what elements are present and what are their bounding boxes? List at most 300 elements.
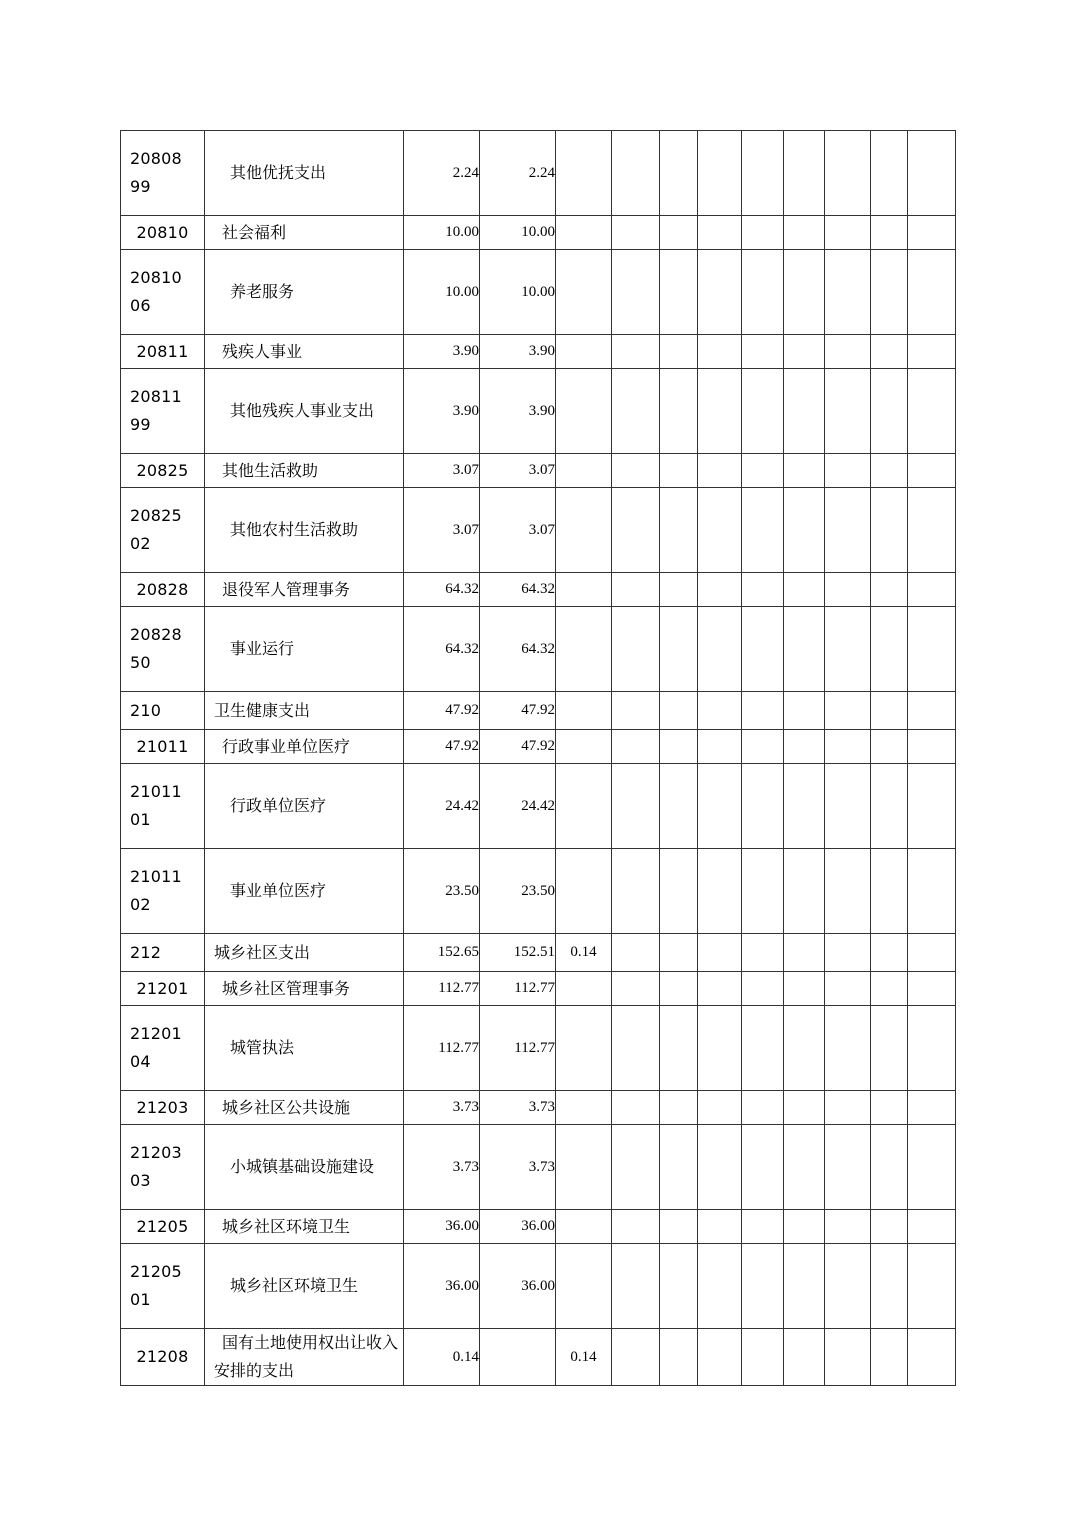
empty-cell bbox=[660, 454, 698, 488]
account-code-cell bbox=[121, 607, 205, 692]
empty-cell bbox=[784, 849, 825, 934]
basic-expense-amount: 112.77 bbox=[480, 1006, 556, 1091]
empty-cell bbox=[825, 250, 871, 335]
table-row bbox=[121, 972, 956, 1006]
empty-cell bbox=[871, 849, 908, 934]
table-row bbox=[121, 131, 956, 216]
basic-expense-amount: 24.42 bbox=[480, 764, 556, 849]
empty-cell bbox=[908, 369, 956, 454]
project-expense-amount bbox=[556, 1006, 612, 1091]
total-amount: 10.00 bbox=[404, 216, 480, 250]
empty-cell bbox=[784, 573, 825, 607]
basic-expense-amount: 10.00 bbox=[480, 250, 556, 335]
project-expense-amount: 0.14 bbox=[556, 1329, 612, 1386]
empty-cell bbox=[908, 692, 956, 730]
empty-cell bbox=[784, 250, 825, 335]
account-code-cell: 21011 bbox=[121, 730, 205, 764]
empty-cell bbox=[871, 1210, 908, 1244]
empty-cell bbox=[698, 1329, 742, 1386]
project-expense-amount bbox=[556, 1244, 612, 1329]
empty-cell bbox=[871, 1006, 908, 1091]
empty-cell bbox=[698, 764, 742, 849]
account-code: 2081006 bbox=[130, 268, 182, 315]
empty-cell bbox=[742, 1329, 784, 1386]
total-amount: 3.90 bbox=[404, 335, 480, 369]
empty-cell bbox=[908, 1006, 956, 1091]
basic-expense-amount: 10.00 bbox=[480, 216, 556, 250]
project-expense-amount bbox=[556, 335, 612, 369]
project-expense-amount bbox=[556, 250, 612, 335]
account-name: 其他优抚支出 bbox=[205, 131, 404, 216]
project-expense-amount bbox=[556, 764, 612, 849]
empty-cell bbox=[908, 1091, 956, 1125]
account-code-cell bbox=[121, 849, 205, 934]
empty-cell bbox=[742, 250, 784, 335]
empty-cell bbox=[612, 1091, 660, 1125]
empty-cell bbox=[908, 488, 956, 573]
empty-cell bbox=[660, 607, 698, 692]
account-name: 养老服务 bbox=[205, 250, 404, 335]
account-code-cell: 212 bbox=[121, 934, 205, 972]
project-expense-amount bbox=[556, 1091, 612, 1125]
account-code-cell: 20811 bbox=[121, 335, 205, 369]
account-code-cell: 21203 bbox=[121, 1091, 205, 1125]
empty-cell bbox=[742, 1091, 784, 1125]
empty-cell bbox=[612, 607, 660, 692]
empty-cell bbox=[908, 730, 956, 764]
empty-cell bbox=[825, 764, 871, 849]
project-expense-amount bbox=[556, 369, 612, 454]
account-name: 城管执法 bbox=[205, 1006, 404, 1091]
table-row bbox=[121, 369, 956, 454]
table-row bbox=[121, 1006, 956, 1091]
account-name: 行政事业单位医疗 bbox=[205, 730, 404, 764]
basic-expense-amount: 3.07 bbox=[480, 488, 556, 573]
empty-cell bbox=[825, 488, 871, 573]
empty-cell bbox=[742, 1006, 784, 1091]
empty-cell bbox=[908, 335, 956, 369]
account-name: 其他残疾人事业支出 bbox=[205, 369, 404, 454]
total-amount: 152.65 bbox=[404, 934, 480, 972]
empty-cell bbox=[784, 1091, 825, 1125]
empty-cell bbox=[698, 488, 742, 573]
empty-cell bbox=[871, 972, 908, 1006]
table-row bbox=[121, 1210, 956, 1244]
empty-cell bbox=[612, 730, 660, 764]
total-amount: 24.42 bbox=[404, 764, 480, 849]
empty-cell bbox=[871, 730, 908, 764]
empty-cell bbox=[908, 934, 956, 972]
empty-cell bbox=[660, 730, 698, 764]
table-row bbox=[121, 764, 956, 849]
total-amount: 64.32 bbox=[404, 573, 480, 607]
table-row bbox=[121, 250, 956, 335]
account-name: 城乡社区环境卫生 bbox=[205, 1244, 404, 1329]
empty-cell bbox=[825, 1125, 871, 1210]
account-code-cell bbox=[121, 250, 205, 335]
empty-cell bbox=[698, 730, 742, 764]
empty-cell bbox=[612, 335, 660, 369]
empty-cell bbox=[742, 692, 784, 730]
empty-cell bbox=[698, 1006, 742, 1091]
empty-cell bbox=[698, 849, 742, 934]
empty-cell bbox=[660, 692, 698, 730]
empty-cell bbox=[660, 849, 698, 934]
account-code: 2120104 bbox=[130, 1024, 182, 1071]
basic-expense-amount: 3.73 bbox=[480, 1125, 556, 1210]
project-expense-amount bbox=[556, 692, 612, 730]
total-amount: 2.24 bbox=[404, 131, 480, 216]
empty-cell bbox=[784, 934, 825, 972]
empty-cell bbox=[825, 730, 871, 764]
account-code-cell: 20828 bbox=[121, 573, 205, 607]
table-row bbox=[121, 216, 956, 250]
total-amount: 3.07 bbox=[404, 488, 480, 573]
account-name: 其他农村生活救助 bbox=[205, 488, 404, 573]
account-code: 2120303 bbox=[130, 1143, 182, 1190]
account-code-cell: 20825 bbox=[121, 454, 205, 488]
empty-cell bbox=[825, 607, 871, 692]
empty-cell bbox=[908, 250, 956, 335]
project-expense-amount bbox=[556, 607, 612, 692]
account-code-cell bbox=[121, 369, 205, 454]
empty-cell bbox=[660, 1210, 698, 1244]
empty-cell bbox=[825, 972, 871, 1006]
empty-cell bbox=[698, 250, 742, 335]
budget-table bbox=[120, 130, 956, 1386]
empty-cell bbox=[742, 454, 784, 488]
account-name: 国有土地使用权出让收入安排的支出 bbox=[205, 1329, 404, 1386]
empty-cell bbox=[612, 369, 660, 454]
empty-cell bbox=[612, 488, 660, 573]
account-code: 2101101 bbox=[130, 782, 182, 829]
account-name: 城乡社区管理事务 bbox=[205, 972, 404, 1006]
empty-cell bbox=[698, 131, 742, 216]
basic-expense-amount: 112.77 bbox=[480, 972, 556, 1006]
account-code: 2101102 bbox=[130, 867, 182, 914]
table-row bbox=[121, 1091, 956, 1125]
empty-cell bbox=[698, 573, 742, 607]
project-expense-amount bbox=[556, 849, 612, 934]
account-code-cell: 210 bbox=[121, 692, 205, 730]
empty-cell bbox=[660, 1006, 698, 1091]
account-code: 2120501 bbox=[130, 1262, 182, 1309]
basic-expense-amount: 23.50 bbox=[480, 849, 556, 934]
account-code-cell bbox=[121, 1125, 205, 1210]
project-expense-amount bbox=[556, 488, 612, 573]
total-amount: 112.77 bbox=[404, 972, 480, 1006]
empty-cell bbox=[612, 692, 660, 730]
empty-cell bbox=[871, 250, 908, 335]
empty-cell bbox=[784, 369, 825, 454]
account-code-cell bbox=[121, 1006, 205, 1091]
empty-cell bbox=[825, 131, 871, 216]
empty-cell bbox=[742, 1244, 784, 1329]
empty-cell bbox=[698, 934, 742, 972]
empty-cell bbox=[612, 1125, 660, 1210]
empty-cell bbox=[784, 1244, 825, 1329]
empty-cell bbox=[825, 1329, 871, 1386]
basic-expense-amount: 152.51 bbox=[480, 934, 556, 972]
empty-cell bbox=[871, 369, 908, 454]
basic-expense-amount: 47.92 bbox=[480, 730, 556, 764]
empty-cell bbox=[825, 216, 871, 250]
empty-cell bbox=[660, 1244, 698, 1329]
empty-cell bbox=[742, 849, 784, 934]
empty-cell bbox=[612, 250, 660, 335]
empty-cell bbox=[742, 573, 784, 607]
basic-expense-amount: 64.32 bbox=[480, 607, 556, 692]
total-amount: 112.77 bbox=[404, 1006, 480, 1091]
empty-cell bbox=[742, 1125, 784, 1210]
empty-cell bbox=[612, 972, 660, 1006]
account-name: 城乡社区环境卫生 bbox=[205, 1210, 404, 1244]
table-row bbox=[121, 607, 956, 692]
empty-cell bbox=[784, 335, 825, 369]
project-expense-amount: 0.14 bbox=[556, 934, 612, 972]
total-amount: 3.73 bbox=[404, 1125, 480, 1210]
account-name: 城乡社区公共设施 bbox=[205, 1091, 404, 1125]
project-expense-amount bbox=[556, 454, 612, 488]
account-code-cell bbox=[121, 488, 205, 573]
empty-cell bbox=[612, 454, 660, 488]
total-amount: 3.07 bbox=[404, 454, 480, 488]
table-row bbox=[121, 934, 956, 972]
total-amount: 10.00 bbox=[404, 250, 480, 335]
empty-cell bbox=[825, 335, 871, 369]
empty-cell bbox=[908, 454, 956, 488]
empty-cell bbox=[871, 607, 908, 692]
empty-cell bbox=[698, 454, 742, 488]
empty-cell bbox=[742, 607, 784, 692]
table-body bbox=[121, 131, 956, 1386]
empty-cell bbox=[908, 216, 956, 250]
empty-cell bbox=[871, 1091, 908, 1125]
empty-cell bbox=[742, 730, 784, 764]
table-row bbox=[121, 849, 956, 934]
empty-cell bbox=[742, 1210, 784, 1244]
basic-expense-amount: 36.00 bbox=[480, 1244, 556, 1329]
empty-cell bbox=[784, 216, 825, 250]
empty-cell bbox=[742, 764, 784, 849]
empty-cell bbox=[784, 1329, 825, 1386]
account-name: 退役军人管理事务 bbox=[205, 573, 404, 607]
empty-cell bbox=[871, 573, 908, 607]
empty-cell bbox=[742, 972, 784, 1006]
account-name: 事业单位医疗 bbox=[205, 849, 404, 934]
table-row bbox=[121, 1125, 956, 1210]
empty-cell bbox=[908, 1210, 956, 1244]
empty-cell bbox=[660, 131, 698, 216]
project-expense-amount bbox=[556, 216, 612, 250]
empty-cell bbox=[612, 1244, 660, 1329]
empty-cell bbox=[660, 369, 698, 454]
empty-cell bbox=[871, 216, 908, 250]
empty-cell bbox=[784, 131, 825, 216]
empty-cell bbox=[698, 369, 742, 454]
account-code: 2080899 bbox=[130, 149, 182, 196]
empty-cell bbox=[908, 1329, 956, 1386]
basic-expense-amount: 3.73 bbox=[480, 1091, 556, 1125]
empty-cell bbox=[660, 934, 698, 972]
empty-cell bbox=[871, 764, 908, 849]
basic-expense-amount: 64.32 bbox=[480, 573, 556, 607]
account-code-cell: 21201 bbox=[121, 972, 205, 1006]
empty-cell bbox=[871, 1125, 908, 1210]
empty-cell bbox=[660, 488, 698, 573]
empty-cell bbox=[825, 849, 871, 934]
total-amount: 3.90 bbox=[404, 369, 480, 454]
project-expense-amount bbox=[556, 573, 612, 607]
empty-cell bbox=[742, 488, 784, 573]
empty-cell bbox=[612, 764, 660, 849]
empty-cell bbox=[908, 131, 956, 216]
empty-cell bbox=[825, 692, 871, 730]
basic-expense-amount: 3.90 bbox=[480, 369, 556, 454]
empty-cell bbox=[908, 1244, 956, 1329]
empty-cell bbox=[784, 488, 825, 573]
empty-cell bbox=[784, 607, 825, 692]
account-code: 2082502 bbox=[130, 506, 182, 553]
empty-cell bbox=[825, 454, 871, 488]
empty-cell bbox=[908, 764, 956, 849]
account-name: 社会福利 bbox=[205, 216, 404, 250]
empty-cell bbox=[784, 1006, 825, 1091]
empty-cell bbox=[871, 1244, 908, 1329]
account-name: 残疾人事业 bbox=[205, 335, 404, 369]
account-code: 2082850 bbox=[130, 625, 182, 672]
project-expense-amount bbox=[556, 1125, 612, 1210]
basic-expense-amount: 36.00 bbox=[480, 1210, 556, 1244]
empty-cell bbox=[660, 335, 698, 369]
table-row bbox=[121, 573, 956, 607]
account-name: 小城镇基础设施建设 bbox=[205, 1125, 404, 1210]
basic-expense-amount bbox=[480, 1329, 556, 1386]
total-amount: 47.92 bbox=[404, 692, 480, 730]
total-amount: 3.73 bbox=[404, 1091, 480, 1125]
account-name: 城乡社区支出 bbox=[205, 934, 404, 972]
empty-cell bbox=[698, 1091, 742, 1125]
empty-cell bbox=[825, 1006, 871, 1091]
table-row bbox=[121, 1244, 956, 1329]
empty-cell bbox=[698, 1244, 742, 1329]
empty-cell bbox=[660, 764, 698, 849]
account-code-cell bbox=[121, 764, 205, 849]
empty-cell bbox=[825, 934, 871, 972]
total-amount: 64.32 bbox=[404, 607, 480, 692]
basic-expense-amount: 3.07 bbox=[480, 454, 556, 488]
empty-cell bbox=[660, 216, 698, 250]
empty-cell bbox=[908, 972, 956, 1006]
table-row bbox=[121, 692, 956, 730]
empty-cell bbox=[871, 131, 908, 216]
account-name: 事业运行 bbox=[205, 607, 404, 692]
empty-cell bbox=[660, 1091, 698, 1125]
empty-cell bbox=[698, 692, 742, 730]
empty-cell bbox=[871, 454, 908, 488]
empty-cell bbox=[908, 1125, 956, 1210]
empty-cell bbox=[612, 1329, 660, 1386]
table-row bbox=[121, 730, 956, 764]
empty-cell bbox=[784, 730, 825, 764]
empty-cell bbox=[698, 1125, 742, 1210]
account-code-cell: 21205 bbox=[121, 1210, 205, 1244]
empty-cell bbox=[698, 1210, 742, 1244]
total-amount: 36.00 bbox=[404, 1244, 480, 1329]
empty-cell bbox=[908, 573, 956, 607]
account-code-cell bbox=[121, 1244, 205, 1329]
total-amount: 47.92 bbox=[404, 730, 480, 764]
empty-cell bbox=[742, 335, 784, 369]
empty-cell bbox=[698, 972, 742, 1006]
empty-cell bbox=[612, 849, 660, 934]
basic-expense-amount: 47.92 bbox=[480, 692, 556, 730]
project-expense-amount bbox=[556, 131, 612, 216]
empty-cell bbox=[660, 573, 698, 607]
empty-cell bbox=[825, 1244, 871, 1329]
empty-cell bbox=[871, 1329, 908, 1386]
empty-cell bbox=[742, 369, 784, 454]
empty-cell bbox=[825, 369, 871, 454]
empty-cell bbox=[784, 972, 825, 1006]
empty-cell bbox=[784, 1210, 825, 1244]
table-row bbox=[121, 1329, 956, 1386]
empty-cell bbox=[871, 692, 908, 730]
project-expense-amount bbox=[556, 1210, 612, 1244]
account-code-cell bbox=[121, 131, 205, 216]
empty-cell bbox=[612, 573, 660, 607]
account-code-cell: 21208 bbox=[121, 1329, 205, 1386]
project-expense-amount bbox=[556, 730, 612, 764]
account-name: 其他生活救助 bbox=[205, 454, 404, 488]
total-amount: 0.14 bbox=[404, 1329, 480, 1386]
empty-cell bbox=[742, 216, 784, 250]
empty-cell bbox=[660, 250, 698, 335]
empty-cell bbox=[660, 1125, 698, 1210]
basic-expense-amount: 3.90 bbox=[480, 335, 556, 369]
empty-cell bbox=[698, 335, 742, 369]
empty-cell bbox=[825, 1210, 871, 1244]
empty-cell bbox=[871, 335, 908, 369]
empty-cell bbox=[908, 849, 956, 934]
table-row bbox=[121, 335, 956, 369]
empty-cell bbox=[871, 934, 908, 972]
empty-cell bbox=[612, 216, 660, 250]
table-row bbox=[121, 454, 956, 488]
account-name: 行政单位医疗 bbox=[205, 764, 404, 849]
total-amount: 23.50 bbox=[404, 849, 480, 934]
empty-cell bbox=[742, 131, 784, 216]
empty-cell bbox=[698, 216, 742, 250]
empty-cell bbox=[825, 573, 871, 607]
empty-cell bbox=[784, 1125, 825, 1210]
empty-cell bbox=[825, 1091, 871, 1125]
account-name: 卫生健康支出 bbox=[205, 692, 404, 730]
account-code: 2081199 bbox=[130, 387, 182, 434]
empty-cell bbox=[871, 488, 908, 573]
empty-cell bbox=[612, 1210, 660, 1244]
empty-cell bbox=[660, 972, 698, 1006]
empty-cell bbox=[784, 764, 825, 849]
empty-cell bbox=[612, 131, 660, 216]
empty-cell bbox=[660, 1329, 698, 1386]
empty-cell bbox=[784, 454, 825, 488]
total-amount: 36.00 bbox=[404, 1210, 480, 1244]
basic-expense-amount: 2.24 bbox=[480, 131, 556, 216]
account-code-cell: 20810 bbox=[121, 216, 205, 250]
empty-cell bbox=[908, 607, 956, 692]
empty-cell bbox=[612, 934, 660, 972]
